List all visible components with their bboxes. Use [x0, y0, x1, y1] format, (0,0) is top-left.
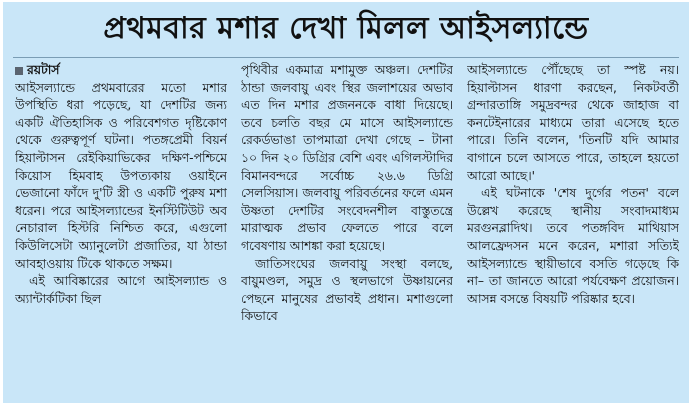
paragraph: আইসল্যান্ডে প্রথমবারের মতো মশার উপস্থিতি ধরা পড়েছে, যা দেশটির জন্য একটি ঐতিহাসিক ও পরিবেশগত দৃষ্টিকোণ থেকে গুরুত্বপূর্ণ ঘটনা। পতঙ্গপ্রেমী বিয়র্ন হিয়াল্টাসন রেইকিয়াভিকের দক্ষিণ-পশ্চিমে কিয়োস হিমবাহ উপত্যকায় ওয়াইনে ভেজানো ফাঁদে দু'টি স্ত্রী ও একটি পুরুষ মশা ধরেন। পরে আইসল্যান্ডের ইনস্টিটিউট অব নেচারাল হিস্টরি নিশ্চিত করে, এগুলো কিউলিসেটা অ্যানুলেটা প্রজাতির, যা ঠান্ডা আবহাওয়ায় টিকে থাকতে সক্ষম।: [15, 80, 227, 271]
article-body: [15, 62, 679, 400]
headline-rule: [13, 57, 679, 58]
paragraph: এই ঘটনাকে 'শেষ দুর্গের পতন' বলে উল্লেখ করেছে স্থানীয় সংবাদমাধ্যম মরগুনব্লাদিথ। তবে পতঙ্গবিদ মাথিয়াস আলফ্রেদসন মনে করেন, মশারা সত্যিই আইসল্যান্ডে স্থায়ীভাবে বসতি গড়েছে কি না– তা জানতে আরো পর্যবেক্ষণ প্রয়োজন। আসন্ন বসন্তে বিষয়টি পরিষ্কার হবে।: [467, 186, 679, 306]
dateline-text: রয়টার্স: [27, 63, 60, 77]
paragraph: আইসল্যান্ডে পৌঁছেছে তা স্পষ্ট নয়। হিয়াল্টাসন ধারণা করছেন, নিকটবর্তী গ্রন্দারতাঙ্গি সমুদ্রবন্দর থেকে জাহাজ বা কনটেইনারের মাধ্যমে তারা এসেছে হতে পারে। তিনি বলেন, 'তিনটি যদি আমার বাগানে চলে আসতে পারে, তাহলে হয়তো আরো আছে।': [467, 63, 679, 183]
column-3: [467, 62, 679, 400]
paragraph: জাতিসংঘের জলবায়ু সংস্থা বলছে, বায়ুমণ্ডল, সমুদ্র ও স্থলভাগে উষ্ণায়নের পেছনে মানুষের প্রভাবই প্রধান। মশাগুলো কিভাবে: [241, 256, 453, 324]
column-2: [241, 62, 453, 400]
news-clipping: [3, 2, 689, 403]
column-1: [15, 62, 227, 400]
paragraph: এই আবিষ্কারের আগে আইসল্যান্ড ও অ্যান্টার্কটিকা ছিল: [15, 274, 227, 306]
dateline: [15, 62, 227, 80]
dateline-square-icon: [15, 67, 23, 75]
paragraph: পৃথিবীর একমাত্র মশামুক্ত অঞ্চল। দেশটির ঠান্ডা জলবায়ু এবং স্থির জলাশয়ের অভাব এত দিন মশার প্রজননকে বাধা দিয়েছে। তবে চলতি বছর মে মাসে আইসল্যান্ডে রেকর্ডভাঙা তাপমাত্রা দেখা গেছে – টানা ১০ দিন ২০ ডিগ্রির বেশি এবং এগিলস্টাদির বিমানবন্দরে সর্বোচ্চ ২৬.৬ ডিগ্রি সেলসিয়াস। জলবায়ু পরিবর্তনের ফলে এমন উষ্ণতা দেশটির সংবেদনশীল বাস্তুতন্ত্রে মারাত্মক প্রভাব ফেলতে পারে বলে গবেষণায় আশঙ্কা করা হয়েছে।: [241, 63, 453, 253]
headline: প্রথমবার মশার দেখা মিলল আইসল্যান্ডে: [103, 11, 589, 46]
